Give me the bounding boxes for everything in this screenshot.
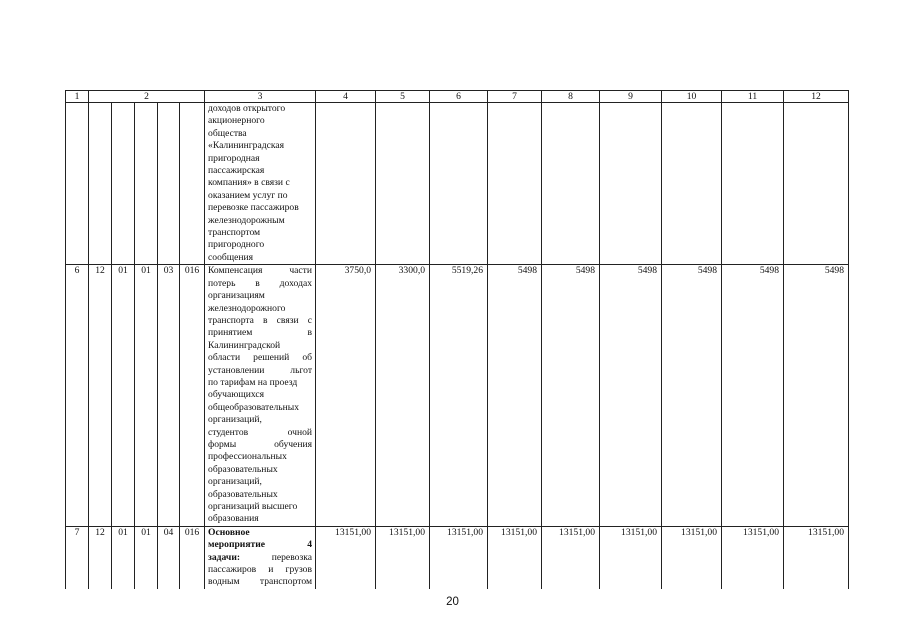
cell-description	[205, 526, 316, 589]
cell-code: 12	[89, 265, 112, 527]
description-line: оказанием услуг по	[208, 189, 288, 201]
description-line: профессиональных	[208, 451, 287, 463]
cell-code: 01	[112, 526, 135, 589]
cell-value-col11: 13151,00	[722, 526, 784, 589]
cell-code	[180, 103, 205, 265]
description-line: железнодорожным	[208, 214, 285, 226]
description-line: по тарифам на проезд	[208, 376, 298, 388]
cell-value	[376, 103, 430, 265]
description-line: Калининградской	[208, 339, 281, 351]
cell-value-col5: 13151,00	[376, 526, 430, 589]
description-line: организаций,	[208, 476, 262, 488]
description-line: образовательных	[208, 463, 278, 475]
description-line: образования	[208, 513, 259, 525]
cell-code: 04	[158, 526, 180, 589]
page-number: 20	[446, 596, 459, 608]
header-col-12: 12	[784, 91, 849, 103]
description-line: перевозке пассажиров	[208, 202, 299, 214]
description-line: пассажирская	[208, 165, 265, 177]
cell-description	[205, 103, 316, 265]
description-line: компания» в связи с	[208, 177, 290, 189]
description-line: Компенсация части	[208, 265, 313, 277]
cell-value	[600, 103, 662, 265]
description-line: «Калининградская	[208, 140, 285, 152]
description-line: транспорта в связи с	[208, 314, 313, 326]
cell-num	[66, 103, 89, 265]
cell-value	[542, 103, 600, 265]
description-line: пассажиров и грузов	[208, 564, 313, 576]
description-line: акционерного	[208, 115, 265, 127]
cell-code	[89, 103, 112, 265]
cell-value-col10: 13151,00	[662, 526, 722, 589]
cell-value-col5: 3300,0	[376, 265, 430, 527]
cell-value-col12: 5498	[784, 265, 849, 527]
cell-value-col8: 13151,00	[542, 526, 600, 589]
description-line: сообщения	[208, 251, 254, 263]
header-col-8: 8	[542, 91, 600, 103]
description-line: организациям	[208, 290, 265, 302]
cell-description	[205, 265, 316, 527]
description-line: железнодорожного	[208, 302, 286, 314]
cell-value-col9: 5498	[600, 265, 662, 527]
description-line: организаций высшего	[208, 501, 298, 512]
cell-code: 03	[158, 265, 180, 527]
description-line-bold: задачи:	[208, 551, 241, 563]
cell-value	[488, 103, 542, 265]
description-line: общества	[208, 127, 247, 139]
table-row-continuation	[66, 103, 849, 265]
cell-value	[316, 103, 376, 265]
description-line: пригородного	[208, 239, 265, 251]
cell-value-col11: 5498	[722, 265, 784, 527]
header-col-11: 11	[722, 91, 784, 103]
cell-value-col10: 5498	[662, 265, 722, 527]
cell-value-col7: 13151,00	[488, 526, 542, 589]
budget-table	[65, 90, 849, 589]
cell-value-col6: 13151,00	[430, 526, 488, 589]
cell-code	[135, 103, 158, 265]
description-line: области решений об	[208, 352, 313, 364]
description-line: водным транспортом	[208, 576, 313, 588]
cell-code: 01	[135, 265, 158, 527]
cell-code: 016	[180, 265, 205, 527]
cell-value-col12: 13151,00	[784, 526, 849, 589]
description-line: принятием в	[208, 327, 313, 339]
header-col-10: 10	[662, 91, 722, 103]
cell-value-col9: 13151,00	[600, 526, 662, 589]
header-col-1: 1	[66, 91, 89, 103]
cell-value-col4: 3750,0	[316, 265, 376, 527]
table-row-7	[66, 526, 849, 589]
description-line: потерь в доходах	[208, 277, 313, 289]
cell-value-col6: 5519,26	[430, 265, 488, 527]
description-line: обучающихся	[208, 389, 265, 401]
description-line: доходов открытого	[208, 103, 286, 114]
cell-value	[662, 103, 722, 265]
header-col-3: 3	[205, 91, 316, 103]
cell-code: 12	[89, 526, 112, 589]
description-line: мероприятие 4	[208, 539, 313, 551]
description-line: транспортом	[208, 227, 261, 239]
table-row-6	[66, 265, 849, 527]
cell-num: 6	[66, 265, 89, 527]
description-line: задачи: перевозка	[208, 551, 313, 563]
description-line: пригородная	[208, 152, 260, 164]
header-col-5: 5	[376, 91, 430, 103]
header-col-4: 4	[316, 91, 376, 103]
cell-value-col7: 5498	[488, 265, 542, 527]
description-line: установлении льгот	[208, 364, 313, 376]
header-col-6: 6	[430, 91, 488, 103]
cell-value	[784, 103, 849, 265]
cell-num: 7	[66, 526, 89, 589]
header-col-9: 9	[600, 91, 662, 103]
cell-code	[112, 103, 135, 265]
cell-value	[722, 103, 784, 265]
cell-value-col8: 5498	[542, 265, 600, 527]
header-col-7: 7	[488, 91, 542, 103]
cell-code: 016	[180, 526, 205, 589]
cell-code	[158, 103, 180, 265]
header-col-2: 2	[89, 91, 205, 103]
description-line: формы обучения	[208, 438, 313, 450]
cell-value-col4: 13151,00	[316, 526, 376, 589]
description-line: общеобразовательных	[208, 401, 300, 413]
header-row	[66, 91, 849, 103]
description-line: студентов очной	[208, 426, 313, 438]
cell-code: 01	[135, 526, 158, 589]
description-line: Основное	[208, 526, 250, 538]
description-line: организаций,	[208, 414, 262, 426]
cell-code: 01	[112, 265, 135, 527]
description-line: образовательных	[208, 488, 278, 500]
cell-value	[430, 103, 488, 265]
